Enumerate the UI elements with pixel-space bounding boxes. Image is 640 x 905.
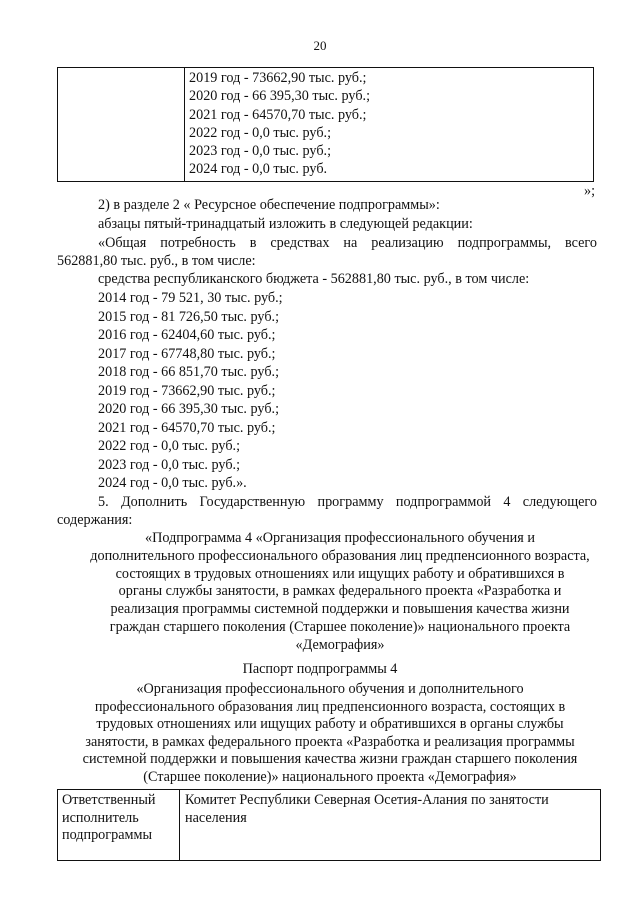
passport-subtitle [30,681,630,787]
passport-subtitle-line: занятости, в рамках федерального проекта «Разработка и реализация программы [85,733,575,750]
funding-line: 2022 год - 0,0 тыс. руб.; [189,124,332,141]
passport-table [57,789,601,861]
funding-year-list [189,69,370,179]
budget-year-line: 2022 год - 0,0 тыс. руб.; [98,438,241,454]
passport-subtitle-line: (Старшее поколение)» национального проекта «Демография» [143,768,517,785]
subprogram-title [40,530,640,655]
paragraph-republic-budget: средства республиканского бюджета - 562881,80 тыс. руб., в том числе: [98,271,530,287]
passport-subtitle-line: «Организация профессионального обучения и дополнительного [136,681,524,697]
budget-year-line: 2018 год - 66 851,70 тыс. руб.; [98,364,280,380]
subprogram-title-line: «Демография» [295,636,385,653]
paragraph-edit-instruction: абзацы пятый-тринадцатый изложить в следующей редакции: [98,216,473,232]
funding-line: 2024 год - 0,0 тыс. руб. [189,161,328,178]
budget-year-line: 2021 год - 64570,70 тыс. руб.; [98,419,276,436]
subprogram-title-line: реализация программы системной поддержки и повышения качества жизни [110,601,570,618]
label-line: исполнитель [62,809,139,826]
funding-line: 2023 год - 0,0 тыс. руб.; [189,143,332,160]
funding-line: 2020 год - 66 395,30 тыс. руб.; [189,88,371,105]
subprogram-title-line: состоящих в трудовых отношениях или ищущих работу и обратившихся в [115,565,565,582]
responsible-executor-value [185,792,585,827]
value-line: населения [185,809,247,826]
funding-line: 2021 год - 64570,70 тыс. руб.; [189,106,367,123]
paragraph-item-5-line1: 5. Дополнить Государственную программу подпрограммой 4 следующего [98,494,597,510]
label-line: подпрограммы [62,827,152,843]
budget-year-line: 2015 год - 81 726,50 тыс. руб.; [98,308,280,325]
subprogram-title-line: «Подпрограмма 4 «Организация профессионального обучения и [145,530,535,546]
passport-subtitle-line: системной поддержки и повышения качества жизни граждан старшего поколения [82,751,578,768]
funding-table-continuation [57,67,594,182]
budget-year-line: 2023 год - 0,0 тыс. руб.; [98,456,241,473]
subprogram-title-line: граждан старшего поколения (Старшее поколение)» национального проекта [109,618,571,635]
table-column-divider [184,68,185,181]
budget-year-list [98,289,283,493]
paragraph-section-2: 2) в разделе 2 « Ресурсное обеспечение подпрограммы»: [98,197,440,213]
label-line: Ответственный [62,792,156,808]
responsible-executor-label [62,792,176,845]
table-column-divider [179,790,180,860]
budget-year-line: 2014 год - 79 521, 30 тыс. руб.; [98,290,283,306]
budget-year-line: 2019 год - 73662,90 тыс. руб.; [98,382,276,399]
subprogram-title-line: дополнительного профессионального образования лиц предпенсионного возраста, [90,547,590,564]
funding-line: 2019 год - 73662,90 тыс. руб.; [189,70,367,86]
budget-year-line: 2016 год - 62404,60 тыс. руб.; [98,327,276,343]
budget-year-line: 2020 год - 66 395,30 тыс. руб.; [98,401,280,417]
passport-heading: Паспорт подпрограммы 4 [242,661,398,677]
closing-quote-mark: »; [584,183,596,199]
passport-subtitle-line: трудовых отношениях или ищущих работу и обратившихся в органы службы [96,716,564,733]
paragraph-item-5-line2: содержания: [57,512,133,528]
budget-year-line: 2024 год - 0,0 тыс. руб.». [98,475,247,491]
value-line: Комитет Республики Северная Осетия-Алания по занятости [185,792,549,808]
budget-year-line: 2017 год - 67748,80 тыс. руб.; [98,345,276,362]
paragraph-total-need-line1: «Общая потребность в средствах на реализацию подпрограммы, всего [98,235,597,251]
page-number: 20 [313,38,327,53]
subprogram-title-line: органы службы занятости, в рамках федерального проекта «Разработка и [118,583,562,600]
paragraph-total-need-line2: 562881,80 тыс. руб., в том числе: [57,253,256,269]
passport-subtitle-line: профессионального образования лиц предпенсионного возраста, состоящих в [94,698,566,715]
